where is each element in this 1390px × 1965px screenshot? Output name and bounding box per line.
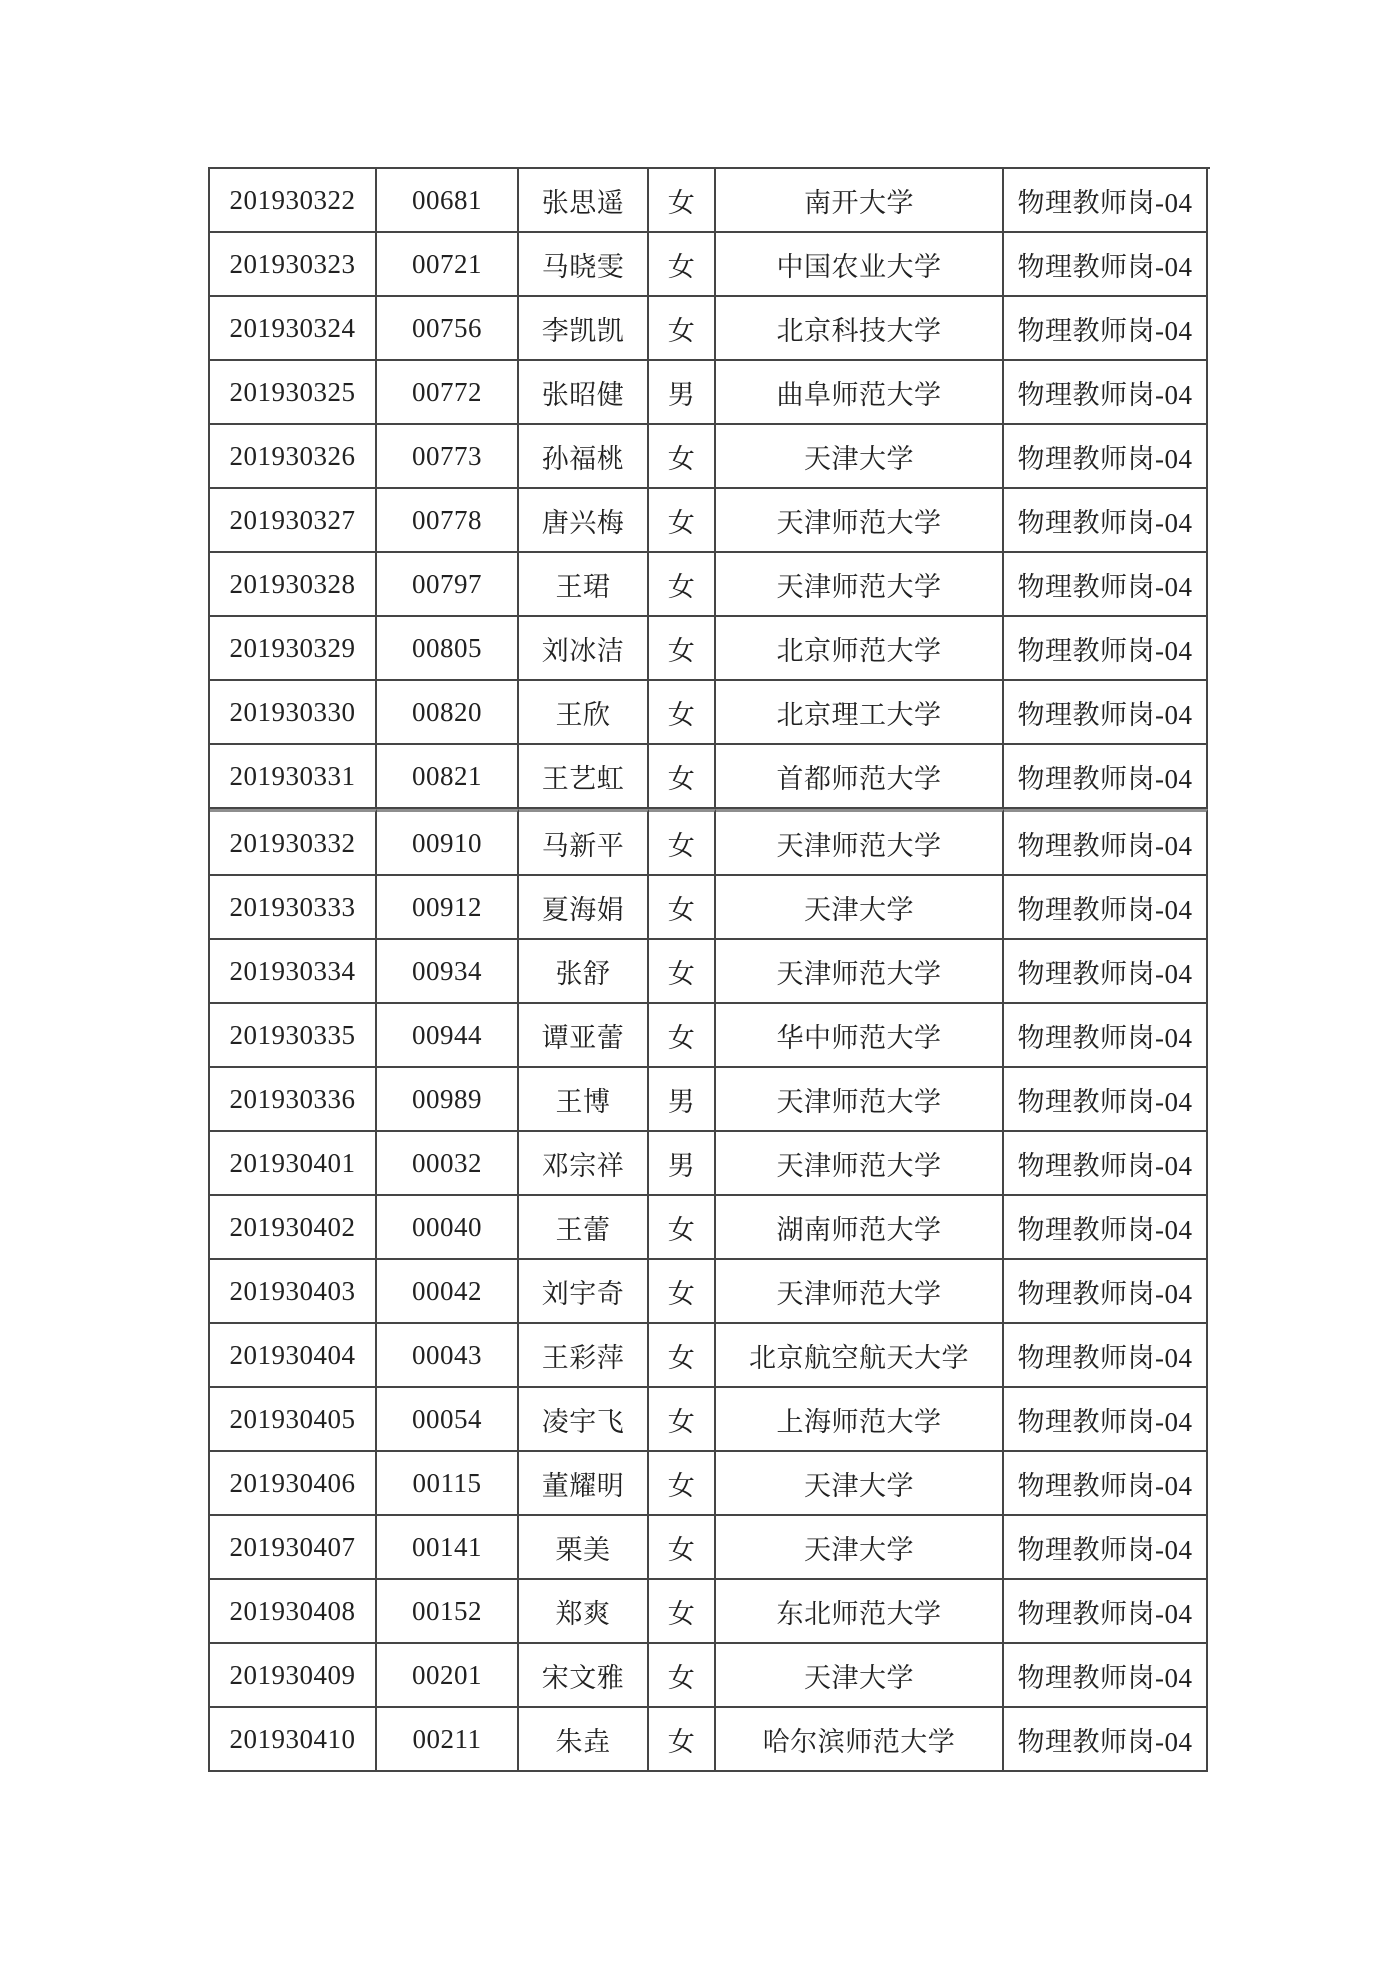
cell-name: 凌宇飞 (519, 1388, 649, 1452)
cell-candidate-number: 00820 (377, 681, 519, 745)
cell-school: 天津师范大学 (716, 1132, 1004, 1196)
cell-candidate-number: 00989 (377, 1068, 519, 1132)
cell-name: 邓宗祥 (519, 1132, 649, 1196)
cell-name: 董耀明 (519, 1452, 649, 1516)
cell-gender: 女 (649, 297, 716, 361)
table-row (210, 553, 1210, 617)
cell-exam-number: 201930406 (210, 1452, 377, 1516)
cell-candidate-number: 00821 (377, 745, 519, 809)
cell-candidate-number: 00773 (377, 425, 519, 489)
cell-school: 哈尔滨师范大学 (716, 1708, 1004, 1772)
cell-exam-number: 201930325 (210, 361, 377, 425)
cell-name: 宋文雅 (519, 1644, 649, 1708)
table-row (210, 1708, 1210, 1772)
cell-school: 天津师范大学 (716, 553, 1004, 617)
table-row (210, 617, 1210, 681)
table-row (210, 681, 1210, 745)
table-row (210, 361, 1210, 425)
cell-post: 物理教师岗-04 (1004, 1068, 1208, 1132)
cell-exam-number: 201930323 (210, 233, 377, 297)
cell-post: 物理教师岗-04 (1004, 1260, 1208, 1324)
cell-gender: 女 (649, 1196, 716, 1260)
cell-post: 物理教师岗-04 (1004, 553, 1208, 617)
cell-post: 物理教师岗-04 (1004, 876, 1208, 940)
cell-candidate-number: 00141 (377, 1516, 519, 1580)
cell-school: 东北师范大学 (716, 1580, 1004, 1644)
cell-gender: 女 (649, 233, 716, 297)
cell-post: 物理教师岗-04 (1004, 1644, 1208, 1708)
cell-name: 刘冰洁 (519, 617, 649, 681)
cell-gender: 女 (649, 876, 716, 940)
cell-gender: 男 (649, 361, 716, 425)
cell-school: 天津大学 (716, 425, 1004, 489)
cell-school: 天津师范大学 (716, 1068, 1004, 1132)
cell-exam-number: 201930336 (210, 1068, 377, 1132)
cell-gender: 女 (649, 809, 716, 876)
cell-school: 首都师范大学 (716, 745, 1004, 809)
cell-post: 物理教师岗-04 (1004, 297, 1208, 361)
cell-candidate-number: 00043 (377, 1324, 519, 1388)
table-row (210, 425, 1210, 489)
cell-exam-number: 201930410 (210, 1708, 377, 1772)
cell-exam-number: 201930335 (210, 1004, 377, 1068)
table-row (210, 297, 1210, 361)
cell-school: 天津大学 (716, 876, 1004, 940)
cell-gender: 女 (649, 681, 716, 745)
cell-exam-number: 201930407 (210, 1516, 377, 1580)
cell-name: 谭亚蕾 (519, 1004, 649, 1068)
cell-name: 朱垚 (519, 1708, 649, 1772)
cell-gender: 女 (649, 745, 716, 809)
cell-school: 北京师范大学 (716, 617, 1004, 681)
table-row (210, 876, 1210, 940)
table-row (210, 1132, 1210, 1196)
cell-post: 物理教师岗-04 (1004, 233, 1208, 297)
cell-school: 天津师范大学 (716, 809, 1004, 876)
cell-exam-number: 201930332 (210, 809, 377, 876)
table-row (210, 809, 1210, 876)
table-row (210, 233, 1210, 297)
cell-post: 物理教师岗-04 (1004, 1132, 1208, 1196)
cell-gender: 女 (649, 1324, 716, 1388)
cell-gender: 女 (649, 1260, 716, 1324)
cell-gender: 女 (649, 617, 716, 681)
table-row (210, 1324, 1210, 1388)
table-row (210, 1516, 1210, 1580)
cell-gender: 女 (649, 1644, 716, 1708)
cell-exam-number: 201930403 (210, 1260, 377, 1324)
cell-gender: 女 (649, 489, 716, 553)
cell-exam-number: 201930401 (210, 1132, 377, 1196)
table-row (210, 1580, 1210, 1644)
table-row (210, 1260, 1210, 1324)
cell-gender: 女 (649, 1580, 716, 1644)
cell-gender: 女 (649, 553, 716, 617)
cell-name: 栗美 (519, 1516, 649, 1580)
cell-name: 王珺 (519, 553, 649, 617)
cell-candidate-number: 00201 (377, 1644, 519, 1708)
cell-post: 物理教师岗-04 (1004, 1324, 1208, 1388)
cell-post: 物理教师岗-04 (1004, 169, 1208, 233)
table-row (210, 1388, 1210, 1452)
cell-gender: 女 (649, 169, 716, 233)
cell-name: 王博 (519, 1068, 649, 1132)
cell-gender: 女 (649, 940, 716, 1004)
cell-candidate-number: 00115 (377, 1452, 519, 1516)
cell-candidate-number: 00042 (377, 1260, 519, 1324)
cell-candidate-number: 00912 (377, 876, 519, 940)
table-row (210, 1644, 1210, 1708)
cell-post: 物理教师岗-04 (1004, 617, 1208, 681)
cell-school: 天津师范大学 (716, 489, 1004, 553)
cell-school: 北京理工大学 (716, 681, 1004, 745)
cell-school: 北京航空航天大学 (716, 1324, 1004, 1388)
cell-name: 郑爽 (519, 1580, 649, 1644)
cell-exam-number: 201930333 (210, 876, 377, 940)
cell-name: 张思遥 (519, 169, 649, 233)
cell-exam-number: 201930322 (210, 169, 377, 233)
cell-candidate-number: 00805 (377, 617, 519, 681)
cell-candidate-number: 00944 (377, 1004, 519, 1068)
cell-exam-number: 201930328 (210, 553, 377, 617)
cell-gender: 女 (649, 1388, 716, 1452)
cell-candidate-number: 00910 (377, 809, 519, 876)
cell-exam-number: 201930408 (210, 1580, 377, 1644)
cell-candidate-number: 00756 (377, 297, 519, 361)
cell-candidate-number: 00054 (377, 1388, 519, 1452)
cell-name: 马晓雯 (519, 233, 649, 297)
table-row (210, 940, 1210, 1004)
cell-school: 天津大学 (716, 1452, 1004, 1516)
cell-name: 孙福桃 (519, 425, 649, 489)
cell-school: 中国农业大学 (716, 233, 1004, 297)
cell-name: 王欣 (519, 681, 649, 745)
cell-school: 天津大学 (716, 1516, 1004, 1580)
table-row (210, 745, 1210, 809)
table-row (210, 1068, 1210, 1132)
cell-gender: 男 (649, 1068, 716, 1132)
table-row (210, 169, 1210, 233)
cell-gender: 女 (649, 1708, 716, 1772)
cell-post: 物理教师岗-04 (1004, 745, 1208, 809)
cell-exam-number: 201930324 (210, 297, 377, 361)
cell-gender: 男 (649, 1132, 716, 1196)
cell-candidate-number: 00152 (377, 1580, 519, 1644)
cell-candidate-number: 00797 (377, 553, 519, 617)
cell-candidate-number: 00040 (377, 1196, 519, 1260)
cell-candidate-number: 00778 (377, 489, 519, 553)
cell-post: 物理教师岗-04 (1004, 1452, 1208, 1516)
table-row (210, 1004, 1210, 1068)
cell-candidate-number: 00211 (377, 1708, 519, 1772)
cell-name: 刘宇奇 (519, 1260, 649, 1324)
cell-post: 物理教师岗-04 (1004, 1708, 1208, 1772)
cell-post: 物理教师岗-04 (1004, 489, 1208, 553)
cell-school: 北京科技大学 (716, 297, 1004, 361)
cell-exam-number: 201930404 (210, 1324, 377, 1388)
cell-post: 物理教师岗-04 (1004, 1004, 1208, 1068)
cell-name: 夏海娟 (519, 876, 649, 940)
cell-name: 王艺虹 (519, 745, 649, 809)
cell-school: 上海师范大学 (716, 1388, 1004, 1452)
cell-gender: 女 (649, 1516, 716, 1580)
cell-school: 天津大学 (716, 1644, 1004, 1708)
cell-post: 物理教师岗-04 (1004, 681, 1208, 745)
cell-post: 物理教师岗-04 (1004, 1388, 1208, 1452)
cell-name: 张舒 (519, 940, 649, 1004)
cell-name: 唐兴梅 (519, 489, 649, 553)
cell-exam-number: 201930330 (210, 681, 377, 745)
cell-school: 南开大学 (716, 169, 1004, 233)
cell-candidate-number: 00032 (377, 1132, 519, 1196)
cell-school: 天津师范大学 (716, 940, 1004, 1004)
cell-exam-number: 201930326 (210, 425, 377, 489)
cell-exam-number: 201930329 (210, 617, 377, 681)
cell-school: 湖南师范大学 (716, 1196, 1004, 1260)
cell-candidate-number: 00721 (377, 233, 519, 297)
table-row (210, 1452, 1210, 1516)
cell-name: 王彩萍 (519, 1324, 649, 1388)
cell-gender: 女 (649, 425, 716, 489)
table-row (210, 1196, 1210, 1260)
cell-name: 马新平 (519, 809, 649, 876)
cell-candidate-number: 00772 (377, 361, 519, 425)
cell-exam-number: 201930334 (210, 940, 377, 1004)
candidates-table (208, 167, 1210, 1772)
cell-post: 物理教师岗-04 (1004, 1580, 1208, 1644)
cell-post: 物理教师岗-04 (1004, 361, 1208, 425)
cell-candidate-number: 00934 (377, 940, 519, 1004)
cell-name: 李凯凯 (519, 297, 649, 361)
cell-name: 王蕾 (519, 1196, 649, 1260)
cell-exam-number: 201930327 (210, 489, 377, 553)
cell-exam-number: 201930405 (210, 1388, 377, 1452)
cell-school: 曲阜师范大学 (716, 361, 1004, 425)
cell-school: 天津师范大学 (716, 1260, 1004, 1324)
cell-name: 张昭健 (519, 361, 649, 425)
cell-gender: 女 (649, 1452, 716, 1516)
cell-post: 物理教师岗-04 (1004, 425, 1208, 489)
cell-gender: 女 (649, 1004, 716, 1068)
cell-exam-number: 201930331 (210, 745, 377, 809)
cell-post: 物理教师岗-04 (1004, 1196, 1208, 1260)
cell-candidate-number: 00681 (377, 169, 519, 233)
cell-post: 物理教师岗-04 (1004, 940, 1208, 1004)
cell-post: 物理教师岗-04 (1004, 1516, 1208, 1580)
cell-exam-number: 201930402 (210, 1196, 377, 1260)
cell-exam-number: 201930409 (210, 1644, 377, 1708)
table-row (210, 489, 1210, 553)
cell-school: 华中师范大学 (716, 1004, 1004, 1068)
cell-post: 物理教师岗-04 (1004, 809, 1208, 876)
